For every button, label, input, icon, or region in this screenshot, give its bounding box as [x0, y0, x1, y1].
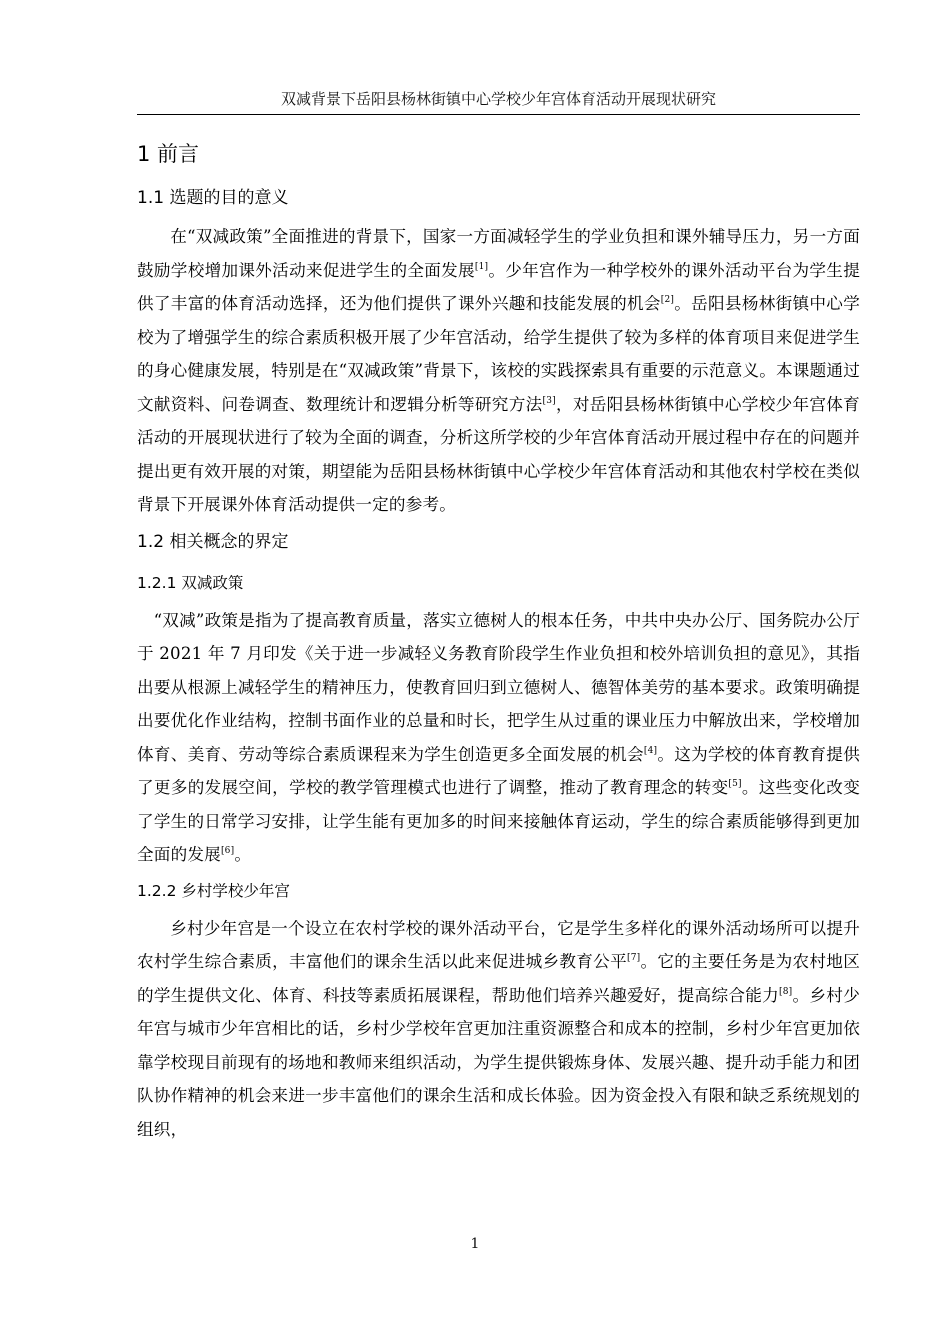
- section-heading-1: 1 前言: [137, 142, 200, 166]
- citation: [6]: [220, 846, 235, 856]
- text-run: “双减”政策是指为了提高教育质量，落实立德树人的根本任务，中共中央办公厅、国务院办公厅于 2021 年 7 月印发《关于进一步减轻义务教育阶段学生作业负担和校外培训负担的意见》，其指出要从根源上减轻学生的精神压力，使教育回归到立德树人、德智体美劳的基本要求。政策明确提出要优化作业结构，控制书面作业的总量和时长，把学生从过重的课业压力中解放出来，学校增加体育、美育、劳动等综合素质课程来为学生创造更多全面发展的机会: [137, 610, 860, 764]
- text-run: 。少年宫作为一种学校外的课外活动平台为学生提供了丰富的体育活动选择，还为他们提供了课外兴趣和技能发展的机会: [137, 260, 860, 313]
- paragraph-purpose: [137, 220, 860, 522]
- page-number: 1: [470, 1236, 480, 1252]
- text-run: 。它的主要任务是为农村地区的学生提供文化、体育、科技等素质拓展课程，帮助他们培养兴趣爱好，提高综合能力: [137, 952, 860, 1005]
- text-run: 乡村少年宫是一个设立在农村学校的课外活动平台，它是学生多样化的课外活动场所可以提升农村学生综合素质，丰富他们的课余生活以此来促进城乡教育公平: [137, 918, 860, 971]
- citation: [4]: [643, 745, 658, 756]
- text-run: 。这为学校的体育教育提供了更多的发展空间，学校的教学管理模式也进行了调整，推动了教育理念的转变: [137, 744, 861, 797]
- text-run: 。这些变化改变了学生的日常学习安排，让学生能有更加多的时间来接触体育运动，学生的综合素质能够得到更加全面的发展: [137, 778, 860, 864]
- paragraph-rural-youth-palace: [137, 912, 860, 1147]
- section-heading-1-1: 1.1 选题的目的意义: [137, 188, 289, 208]
- citation: [2]: [660, 295, 675, 305]
- section-heading-1-2-2: 1.2.2 乡村学校少年宫: [137, 881, 290, 900]
- citation: [7]: [626, 953, 641, 963]
- text-run: 。乡村少年宫与城市少年宫相比的话，乡村少学校年宫更加注重资源整合和成本的控制，乡村少年宫更加依靠学校现目前现有的场地和教师来组织活动，为学生提供锻炼身体、发展兴趣、提升动手能力和团队协作精神的机会来进一步丰富他们的课余生活和成长体验。因为资金投入有限和缺乏系统规划的组织，: [137, 985, 860, 1139]
- running-header: 双减背景下岳阳县杨林街镇中心学校少年宫体育活动开展现状研究: [137, 88, 860, 115]
- citation: [5]: [728, 779, 742, 789]
- citation: [3]: [542, 395, 556, 406]
- text-run: 。: [234, 845, 252, 864]
- paragraph-double-reduction: [137, 604, 860, 872]
- text-run: 在“双减政策”全面推进的背景下，国家一方面减轻学生的学业负担和课外辅导压力，另一方面鼓励学校增加课外活动来促进学生的全面发展: [137, 227, 860, 280]
- page-body: [137, 134, 860, 1146]
- text-run: 。岳阳县杨林街镇中心学校为了增强学生的综合素质积极开展了少年宫活动，给学生提供了较为多样的体育项目来促进学生的身心健康发展，特别是在“双减政策”背景下，该校的实践探索具有重要的示范意义。本课题通过文献资料、问卷调查、数理统计和逻辑分析等研究方法: [137, 294, 860, 414]
- section-heading-1-2-1: 1.2.1 双减政策: [137, 573, 244, 592]
- text-run: ，对岳阳县杨林街镇中心学校少年宫体育活动的开展现状进行了较为全面的调查，分析这所学校的少年宫体育活动开展过程中存在的问题并提出更有效开展的对策，期望能为岳阳县杨林街镇中心学校少年宫体育活动和其他农村学校在类似背景下开展课外体育活动提供一定的参考。: [137, 394, 860, 514]
- citation: [1]: [474, 261, 489, 272]
- citation: [8]: [779, 986, 793, 997]
- section-heading-1-2: 1.2 相关概念的界定: [137, 531, 289, 552]
